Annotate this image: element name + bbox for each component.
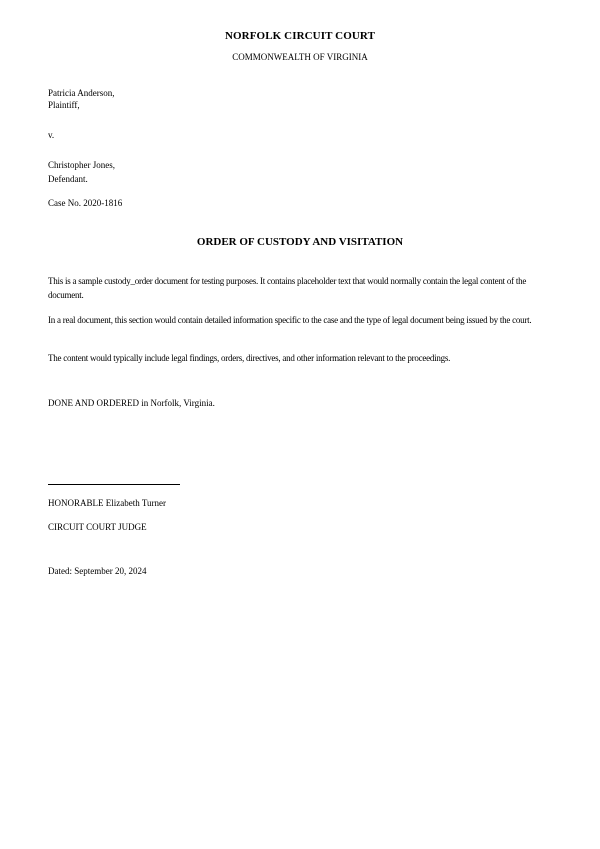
body-paragraph: The content would typically include legal findings, orders, directives, and other information relevant to the proceedings.	[48, 353, 451, 363]
body-paragraph: In a real document, this section would contain detailed information specific to the case and the type of legal document being issued by the court.	[48, 315, 532, 325]
defendant-role: Defendant.	[48, 174, 88, 184]
judge-name: HONORABLE Elizabeth Turner	[48, 498, 166, 508]
versus-label: v.	[48, 130, 55, 140]
plaintiff-role: Plaintiff,	[48, 100, 80, 110]
defendant-name: Christopher Jones,	[48, 160, 115, 170]
done-and-ordered: DONE AND ORDERED in Norfolk, Virginia.	[48, 398, 215, 408]
court-name: NORFOLK CIRCUIT COURT	[224, 30, 376, 42]
plaintiff-name: Patricia Anderson,	[48, 88, 115, 98]
judge-title: CIRCUIT COURT JUDGE	[48, 522, 147, 532]
document-title: ORDER OF CUSTODY AND VISITATION	[196, 236, 404, 248]
case-number: Case No. 2020-1816	[48, 198, 123, 208]
body-paragraph: This is a sample custody_order document for testing purposes. It contains placeholder text that would normally contain the legal content of the document.	[48, 276, 527, 300]
jurisdiction: COMMONWEALTH OF VIRGINIA	[232, 52, 368, 62]
signature-line	[48, 484, 180, 485]
date-line: Dated: September 20, 2024	[48, 566, 147, 576]
